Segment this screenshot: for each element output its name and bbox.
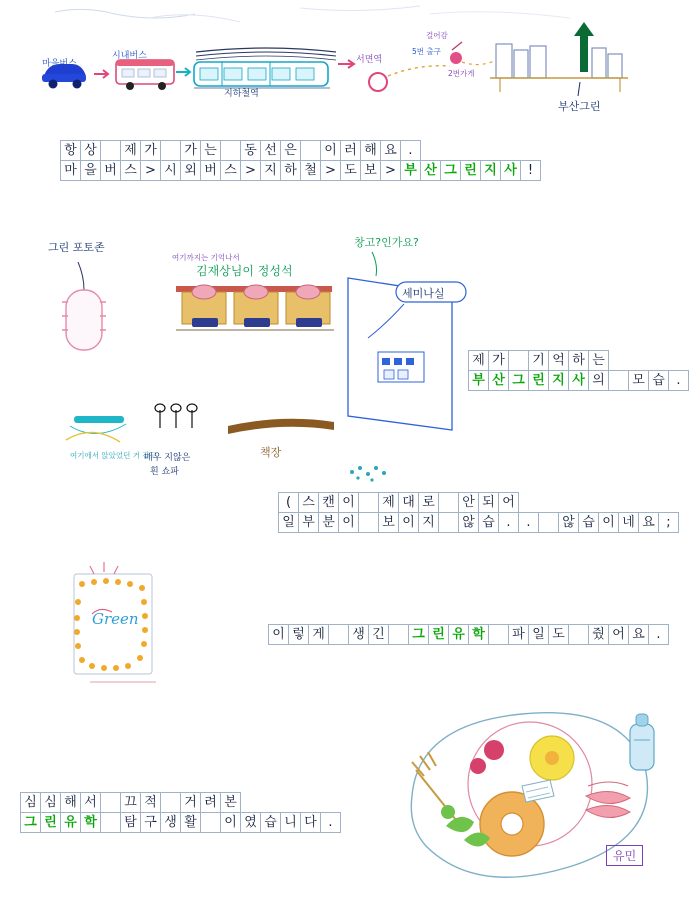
grid-cell: 이 xyxy=(338,512,359,533)
grid-cell: 그 xyxy=(408,624,429,645)
grid-cell xyxy=(100,792,121,813)
label-bookshelf: 책장 xyxy=(260,446,282,459)
label-white-sofa-2: 흰 쇼파 xyxy=(150,467,179,477)
scan-note-caption xyxy=(278,492,678,532)
label-remember-upto-here: 여기까지는 기억나서 xyxy=(172,253,240,262)
label-green-photo-zone: 그린 포토존 xyxy=(48,241,105,254)
grid-cell: . xyxy=(498,512,519,533)
grid-cell: 본 xyxy=(220,792,241,813)
grid-cell: 게 xyxy=(308,624,329,645)
grid-cell: . xyxy=(320,812,341,833)
label-kim-jaesang: 김재상님이 정성석 xyxy=(196,264,293,278)
grid-cell xyxy=(508,350,529,371)
grid-cell: 구 xyxy=(140,812,161,833)
grid-cell: > xyxy=(240,160,261,181)
grid-cell: 지 xyxy=(480,160,501,181)
grid-cell: 줬 xyxy=(588,624,609,645)
grid-cell: 제 xyxy=(120,140,141,161)
grid-cell: 버 xyxy=(100,160,121,181)
grid-cell: 억 xyxy=(548,350,569,371)
grid-cell: 린 xyxy=(460,160,481,181)
grid-cell: ; xyxy=(658,512,679,533)
grid-cell: 을 xyxy=(80,160,101,181)
grid-cell: 습 xyxy=(578,512,599,533)
grid-cell xyxy=(200,812,221,833)
grid-cell: 거 xyxy=(180,792,201,813)
label-subway-station: 지하철역 xyxy=(224,89,259,99)
grid-cell: 적 xyxy=(140,792,161,813)
grid-row xyxy=(60,140,540,160)
grid-cell: 부 xyxy=(400,160,421,181)
grid-cell: 가 xyxy=(488,350,509,371)
grid-cell: 산 xyxy=(488,370,509,391)
label-exit-5: 5번 출구 xyxy=(412,47,441,56)
grid-cell: . xyxy=(518,512,539,533)
grid-row xyxy=(468,350,688,370)
grid-cell: 사 xyxy=(568,370,589,391)
grid-cell: 대 xyxy=(398,492,419,513)
label-seomyeon-station: 서면역 xyxy=(356,55,383,65)
grid-cell: 사 xyxy=(500,160,521,181)
grid-cell: . xyxy=(648,624,669,645)
grid-cell: 보 xyxy=(360,160,381,181)
grid-cell: 네 xyxy=(618,512,639,533)
grid-cell: 도 xyxy=(548,624,569,645)
transport-caption xyxy=(60,140,540,180)
grid-cell: 활 xyxy=(180,812,201,833)
grid-cell: 심 xyxy=(40,792,61,813)
grid-cell: . xyxy=(668,370,689,391)
grid-cell: 린 xyxy=(428,624,449,645)
label-seminar-room: 세미나실 xyxy=(402,287,445,300)
grid-cell: 유 xyxy=(60,812,81,833)
grid-cell: 생 xyxy=(160,812,181,833)
grid-cell: 지 xyxy=(548,370,569,391)
label-white-sofa-1: 매우 지않은 xyxy=(144,453,191,463)
grid-cell: 이 xyxy=(220,812,241,833)
grid-cell xyxy=(438,492,459,513)
grid-cell xyxy=(538,512,559,533)
grid-cell: 요 xyxy=(638,512,659,533)
grid-cell: 학 xyxy=(468,624,489,645)
grid-cell: 스 xyxy=(120,160,141,181)
grid-cell: 하 xyxy=(280,160,301,181)
grid-cell: 않 xyxy=(558,512,579,533)
grid-cell: 다 xyxy=(300,812,321,833)
label-busan-green: 부산그린 xyxy=(558,100,601,113)
grid-cell: 는 xyxy=(588,350,609,371)
grid-cell: 습 xyxy=(260,812,281,833)
grid-cell: 이 xyxy=(338,492,359,513)
label-walking: 걸어감 xyxy=(426,31,448,40)
grid-cell: 지 xyxy=(418,512,439,533)
grid-cell: 제 xyxy=(468,350,489,371)
grid-cell: 되 xyxy=(478,492,499,513)
grid-cell: 의 xyxy=(588,370,609,391)
grid-cell: 이 xyxy=(398,512,419,533)
grid-cell: ( xyxy=(278,492,299,513)
grid-cell xyxy=(160,792,181,813)
grid-cell xyxy=(388,624,409,645)
grid-cell: 생 xyxy=(348,624,369,645)
grid-cell: 캔 xyxy=(318,492,339,513)
grid-row xyxy=(20,812,340,832)
grid-cell xyxy=(438,512,459,533)
grid-cell: 산 xyxy=(420,160,441,181)
grid-cell: 부 xyxy=(298,512,319,533)
grid-cell: 일 xyxy=(278,512,299,533)
grid-row xyxy=(60,160,540,180)
grid-cell xyxy=(100,812,121,833)
grid-cell: 끄 xyxy=(120,792,141,813)
grid-cell: 린 xyxy=(40,812,61,833)
grid-cell: 요 xyxy=(628,624,649,645)
grid-cell: 어 xyxy=(498,492,519,513)
svg-text:Green: Green xyxy=(92,610,139,628)
grid-cell xyxy=(160,140,181,161)
label-warehouse-question: 창고?인가요? xyxy=(354,236,419,249)
grid-cell: 렇 xyxy=(288,624,309,645)
label-city-bus: 시내버스 xyxy=(112,51,147,61)
grid-cell xyxy=(358,512,379,533)
grid-cell: 선 xyxy=(260,140,281,161)
grid-cell xyxy=(608,370,629,391)
grid-cell: 긴 xyxy=(368,624,389,645)
grid-cell: 안 xyxy=(458,492,479,513)
label-village-bus: 마을버스 xyxy=(42,59,77,69)
grid-cell: 해 xyxy=(60,792,81,813)
grid-cell: 은 xyxy=(280,140,301,161)
grid-cell: 그 xyxy=(508,370,529,391)
grid-cell: 상 xyxy=(80,140,101,161)
grid-cell: 보 xyxy=(378,512,399,533)
grid-cell: 분 xyxy=(318,512,339,533)
grid-row xyxy=(278,492,678,512)
label-second-shop: 2번가게 xyxy=(448,69,475,78)
grid-cell xyxy=(328,624,349,645)
grid-cell: 린 xyxy=(528,370,549,391)
grid-cell: 탐 xyxy=(120,812,141,833)
grid-cell xyxy=(488,624,509,645)
grid-cell: 스 xyxy=(220,160,241,181)
grid-cell xyxy=(568,624,589,645)
grid-cell: 버 xyxy=(200,160,221,181)
grid-cell: 철 xyxy=(300,160,321,181)
grid-cell: 하 xyxy=(568,350,589,371)
grid-cell: 습 xyxy=(648,370,669,391)
grid-cell: 모 xyxy=(628,370,649,391)
grid-cell: 제 xyxy=(378,492,399,513)
grid-cell: 시 xyxy=(160,160,181,181)
grid-cell: 해 xyxy=(360,140,381,161)
grid-cell: 니 xyxy=(280,812,301,833)
grid-cell: 도 xyxy=(340,160,361,181)
grid-cell: 서 xyxy=(80,792,101,813)
grid-cell: 이 xyxy=(268,624,289,645)
grid-cell: 외 xyxy=(180,160,201,181)
grid-cell: 마 xyxy=(60,160,81,181)
grid-cell: . xyxy=(400,140,421,161)
grid-cell: 였 xyxy=(240,812,261,833)
grid-cell: 가 xyxy=(140,140,161,161)
grid-row xyxy=(268,624,668,644)
memory-caption xyxy=(468,350,688,390)
grid-cell xyxy=(100,140,121,161)
grid-cell: 부 xyxy=(468,370,489,391)
grid-cell: 그 xyxy=(20,812,41,833)
grid-cell: 습 xyxy=(478,512,499,533)
green-file-caption xyxy=(268,624,668,644)
grid-cell xyxy=(220,140,241,161)
grid-cell: 스 xyxy=(298,492,319,513)
grid-cell: 기 xyxy=(528,350,549,371)
grid-cell: 않 xyxy=(458,512,479,533)
green-file-drawing xyxy=(60,570,240,690)
label-sat-here: 여기에서 앉았었던 거 같고 xyxy=(70,451,157,460)
grid-cell: 심 xyxy=(20,792,41,813)
grid-cell: 학 xyxy=(80,812,101,833)
signature-yumin: 유민 xyxy=(606,845,643,866)
grid-cell: 이 xyxy=(598,512,619,533)
grid-row xyxy=(20,792,340,812)
grid-cell: 이 xyxy=(320,140,341,161)
grid-cell: > xyxy=(140,160,161,181)
grid-cell: 요 xyxy=(380,140,401,161)
grid-row xyxy=(278,512,678,532)
grid-cell xyxy=(358,492,379,513)
grid-cell: 파 xyxy=(508,624,529,645)
grid-cell: 유 xyxy=(448,624,469,645)
grid-cell: 그 xyxy=(440,160,461,181)
grid-cell xyxy=(300,140,321,161)
grid-cell: 항 xyxy=(60,140,81,161)
grid-cell: 는 xyxy=(200,140,221,161)
grid-cell: 지 xyxy=(260,160,281,181)
grid-cell: 동 xyxy=(240,140,261,161)
grid-cell: 가 xyxy=(180,140,201,161)
grid-cell: > xyxy=(320,160,341,181)
grid-cell: ! xyxy=(520,160,541,181)
grid-cell: 려 xyxy=(200,792,221,813)
grid-cell: > xyxy=(380,160,401,181)
grid-cell: 로 xyxy=(418,492,439,513)
grid-cell: 러 xyxy=(340,140,361,161)
grid-cell: 어 xyxy=(608,624,629,645)
grid-row xyxy=(468,370,688,390)
closing-caption xyxy=(20,792,340,832)
grid-cell: 일 xyxy=(528,624,549,645)
